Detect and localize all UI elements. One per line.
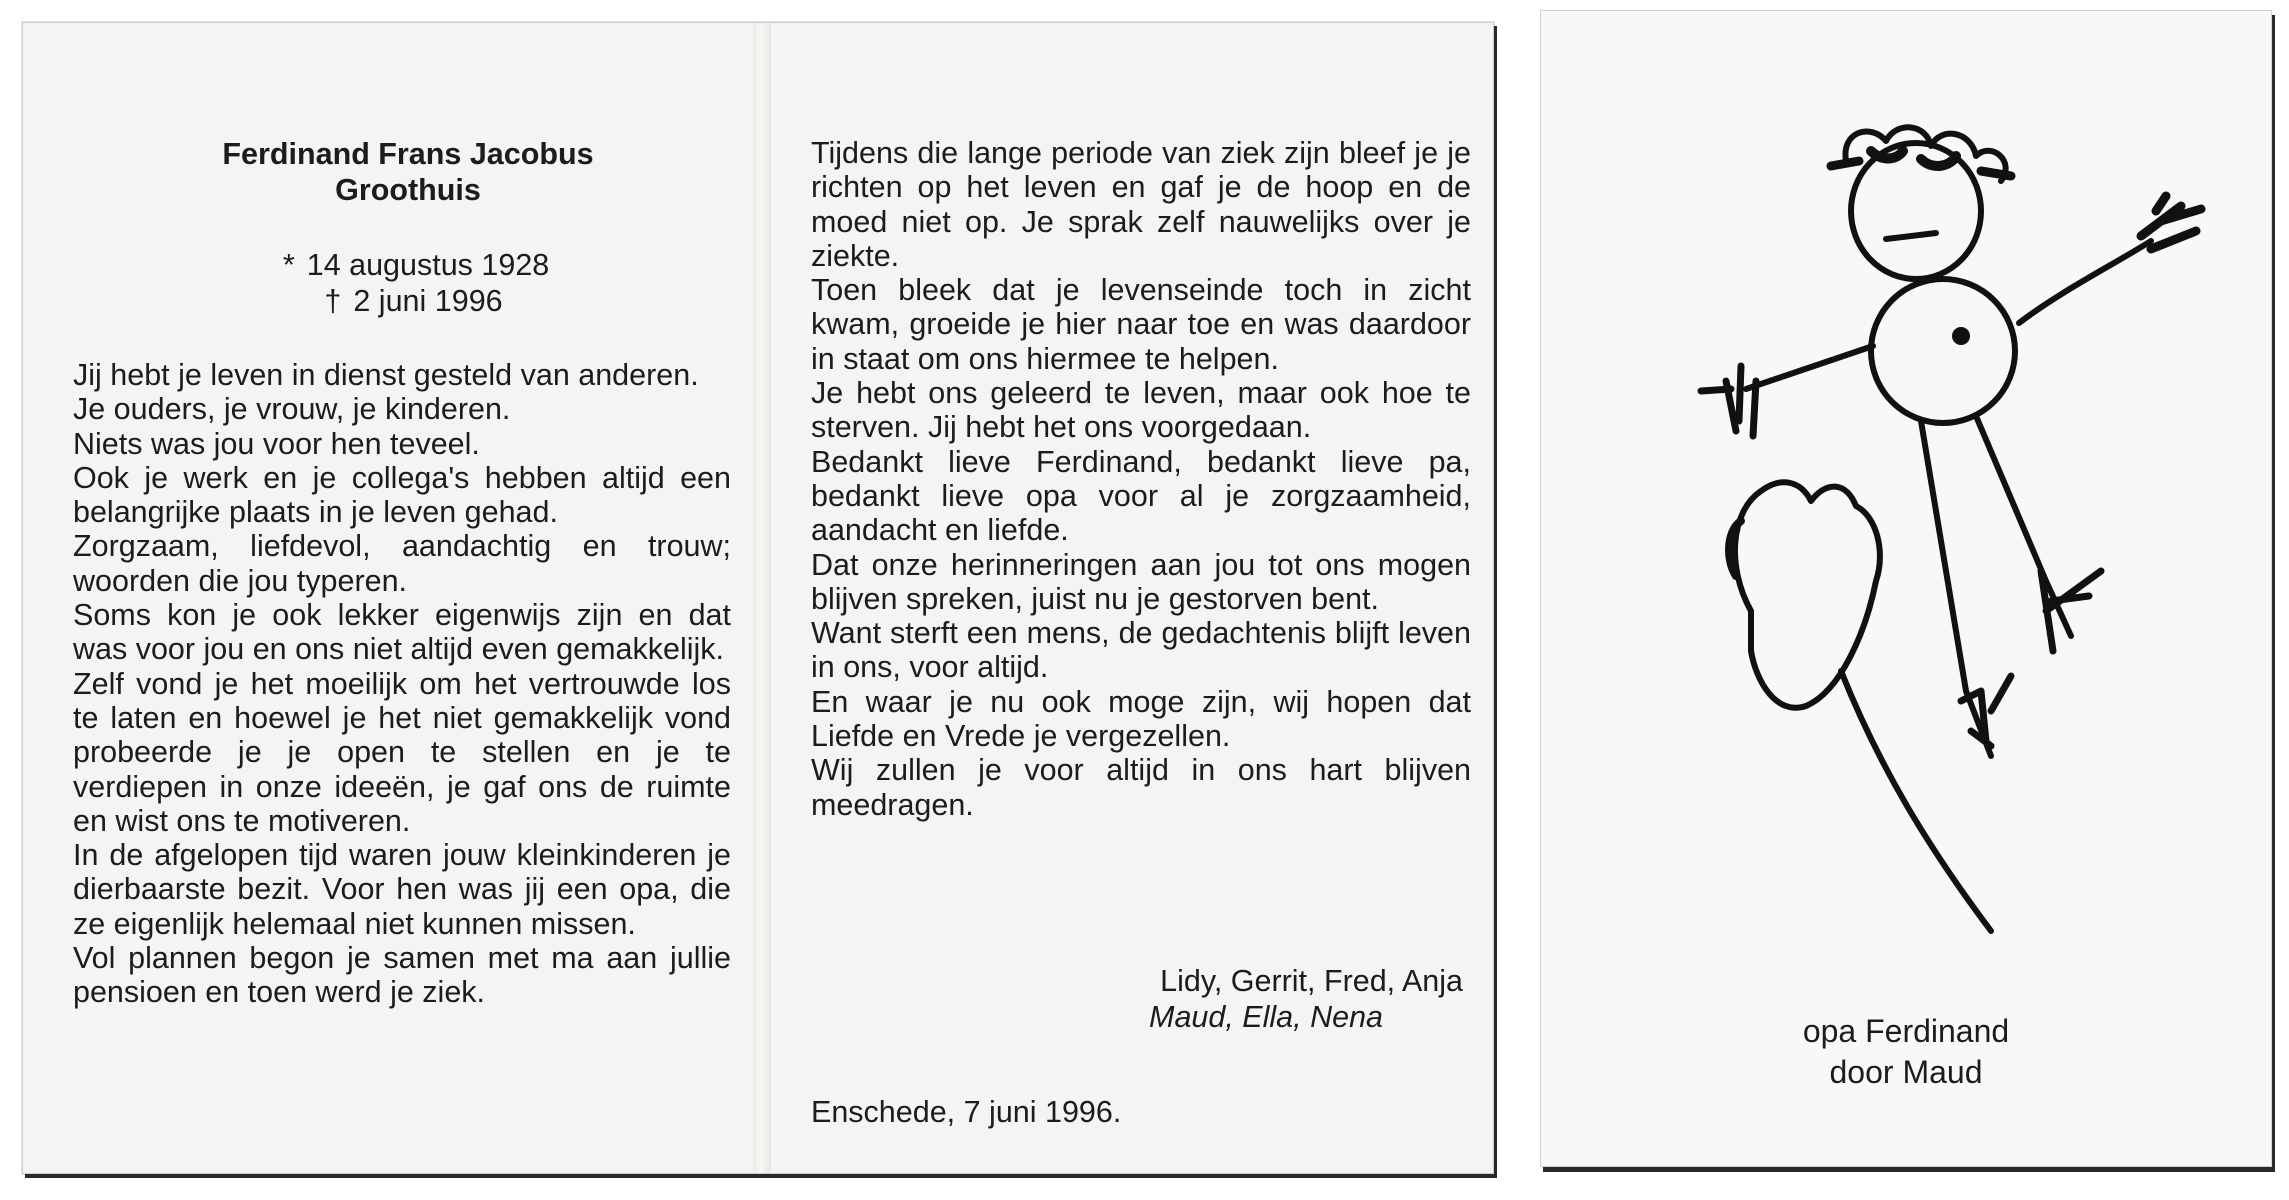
- death-row: [83, 283, 733, 319]
- paragraph: Vol plannen begon je samen met ma aan jullie pensioen en toen werd je ziek.: [73, 941, 731, 1010]
- middle-text-column: [811, 136, 1471, 822]
- cover-caption: [1541, 1011, 2271, 1093]
- paragraph: Wij zullen je voor altijd in ons hart blijven meedragen.: [811, 753, 1471, 822]
- death-date: 2 juni 1996: [353, 284, 503, 318]
- name-line-1: Ferdinand Frans Jacobus: [222, 137, 594, 171]
- paragraph: Zelf vond je het moeilijk om het vertrouwde los te laten en hoewel je het niet gemakkelijk vond probeerde je je open te stellen en je te verdiepen in onze ideeën, je gaf ons de ruimte en wist ons te motiveren.: [73, 666, 731, 838]
- child-drawing-icon: [1541, 11, 2271, 1001]
- cross-icon: †: [324, 284, 342, 318]
- signature-children: Maud, Ella, Nena: [1149, 1000, 1383, 1034]
- paragraph: Soms kon je ook lekker eigenwijs zijn en dat was voor jou en ons niet altijd even gemakkelijk.: [73, 598, 731, 667]
- name-line-2: Groothuis: [335, 173, 481, 207]
- memorial-card-cover: [1540, 10, 2272, 1167]
- signature-adults: Lidy, Gerrit, Fred, Anja: [1160, 964, 1463, 998]
- paragraph: In de afgelopen tijd waren jouw kleinkinderen je dierbaarste bezit. Voor hen was jij een opa, die ze eigenlijk helemaal niet kunnen missen.: [73, 838, 731, 941]
- paragraph: Dat onze herinneringen aan jou tot ons mogen blijven spreken, juist nu je gestorven bent.: [811, 547, 1471, 616]
- caption-line-1: opa Ferdinand: [1802, 1013, 2010, 1049]
- paragraph: Ook je werk en je collega's hebben altijd een belangrijke plaats in je leven gehad.: [73, 460, 731, 530]
- paragraph: Je hebt ons geleerd te leven, maar ook hoe te sterven. Jij hebt het ons voorgedaan.: [811, 376, 1471, 445]
- signature: [823, 963, 1463, 1035]
- paragraph: Bedankt lieve Ferdinand, bedankt lieve pa, bedankt lieve opa voor al je zorgzaamheid, aandacht en liefde.: [811, 444, 1471, 548]
- place-date: Enschede, 7 juni 1996.: [811, 1095, 1122, 1129]
- birth-star-icon: *: [282, 248, 295, 282]
- birth-row: [83, 247, 733, 283]
- deceased-name: [83, 136, 733, 208]
- life-dates: [83, 247, 733, 319]
- paragraph: Toen bleek dat je levenseinde toch in zicht kwam, groeide je hier naar toe en was daardoor in staat om ons hiermee te helpen.: [811, 273, 1471, 376]
- paragraph: Jij hebt je leven in dienst gesteld van anderen.: [73, 358, 699, 392]
- birth-date: 14 augustus 1928: [306, 248, 550, 282]
- left-text-column: [73, 358, 731, 1010]
- paragraph: Niets was jou voor hen teveel.: [73, 426, 480, 461]
- paragraph: Tijdens die lange periode van ziek zijn bleef je je richten op het leven en gaf je de hoop en de moed niet op. Je sprak zelf nauwelijks over je ziekte.: [811, 136, 1471, 273]
- paragraph: Je ouders, je vrouw, je kinderen.: [73, 392, 511, 427]
- memorial-card-inner: [22, 22, 1494, 1174]
- caption-line-2: door Maud: [1829, 1054, 1983, 1090]
- card-fold: [753, 23, 771, 1173]
- paragraph: En waar je nu ook moge zijn, wij hopen dat Liefde en Vrede je vergezellen.: [811, 684, 1471, 754]
- paragraph: Want sterft een mens, de gedachtenis blijft leven in ons, voor altijd.: [811, 616, 1471, 685]
- paragraph: Zorgzaam, liefdevol, aandachtig en trouw; woorden die jou typeren.: [73, 529, 731, 598]
